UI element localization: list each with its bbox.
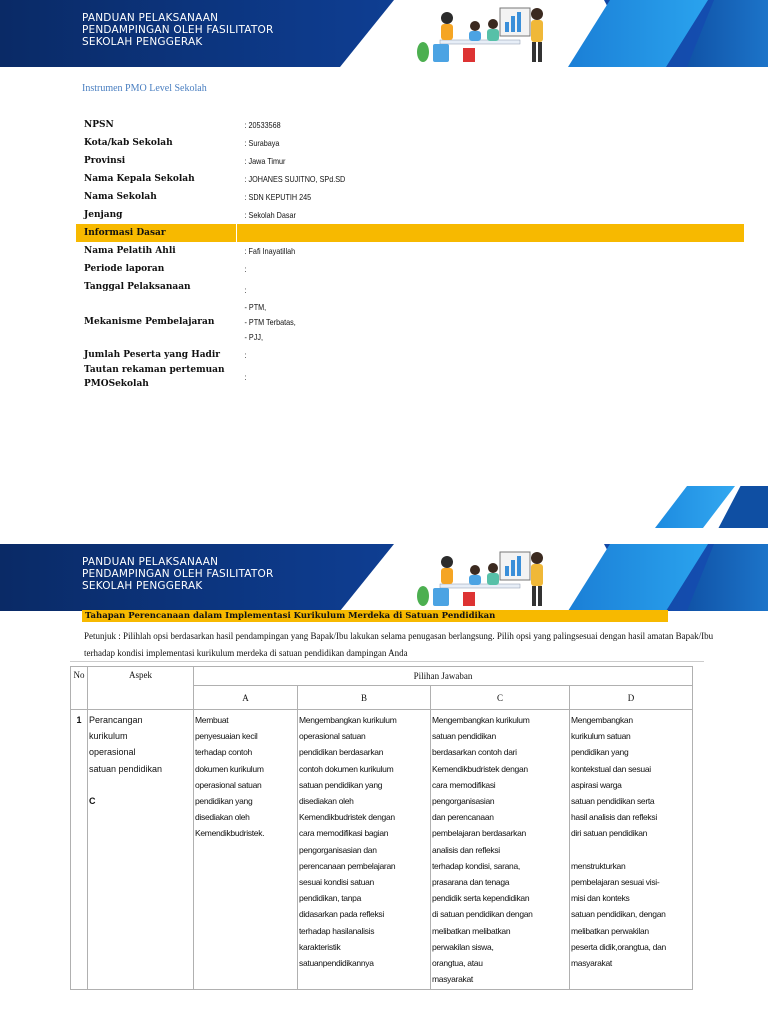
info-label: Provinsi [84,156,126,166]
info-value: : Sekolah Dasar [244,210,296,220]
info-value: : [244,372,247,382]
info-label: NPSN [84,120,114,130]
column-header-a: A [194,686,298,710]
column-header-aspek: Aspek [88,667,194,710]
info-label: Tanggal Pelaksanaan [84,282,191,292]
header-banner-page-2 [0,544,768,611]
info-label: Mekanisme Pembelajaran [84,317,215,327]
info-row-mekanisme [76,296,744,348]
info-label: Periode laporan [84,264,165,274]
instruction-text: Petunjuk : Pilihlah opsi berdasarkan hasil pendampingan yang Bapak/Ibu lakukan selama penugasan berlangsung. Pilih opsi yang palingsesuai dengan hasil amatan Bapak/Ibu terhadap kondisi implementasi kurikulum merdeka di satuan pendidikan dampingan Anda [84,631,714,658]
info-row-jumlah-peserta [76,348,744,362]
team-meeting-illustration [415,4,555,66]
table-row [71,710,693,990]
info-label: Nama Kepala Sekolah [84,174,195,184]
column-header-b: B [298,686,431,710]
column-header-c: C [431,686,570,710]
info-row-nama-sekolah [76,188,744,206]
school-info-table [76,116,744,392]
info-value: : [244,285,247,295]
option-a-text: Membuat penyesuaian kecil terhadap contoh dokumen kurikulum operasional satuan pendidikan yang disediakan oleh Kemendikbudristek. [195,715,265,839]
info-value: : Surabaya [244,138,280,148]
option-b-cell [298,710,431,990]
info-label: Tautan rekaman pertemuan PMOSekolah [84,365,225,389]
info-row-tautan [76,362,744,392]
selected-option: C [89,795,96,806]
table-header-row [71,667,693,686]
section-header-label: Informasi Dasar [84,228,166,238]
info-label: Nama Sekolah [84,192,157,202]
divider [70,661,704,662]
row-number: 1 [71,710,88,990]
aspek-text: Perancangan kurikulum operasional satuan pendidikan [89,715,163,774]
info-value: : 20533568 [244,120,281,130]
option-a-cell [194,710,298,990]
info-value: : Jawa Timur [244,156,286,166]
info-value: : SDN KEPUTIH 245 [244,192,312,202]
info-row-kepala-sekolah [76,170,744,188]
info-value: : Fafi Inayatillah [244,246,296,256]
option-c-text: Mengembangkan kurikulum satuan pendidikan berdasarkan contoh dari Kemendikbudristek dengan cara memodifikasi pengorganisasian dan perencanaan pembelajaran berdasarkan analisis dan refleksi terhadap kondisi, sarana, prasarana dan tenaga pendidik serta kependidikan di satuan pendidikan dengan melibatkan melibatkan perwakilan siswa, orangtua, atau masyarakat [432,715,533,985]
info-value-list: - PTM, - PTM Terbatas, - PJJ, [244,301,296,342]
option-c-cell [431,710,570,990]
section-title: Tahapan Perencanaan dalam Implementasi Kurikulum Merdeka di Satuan Pendidikan [82,610,668,622]
option-d-text: Mengembangkan kurikulum satuan pendidikan yang kontekstual dan sesuai aspirasi warga satuan pendidikan serta hasil analisis dan refleksi diri satuan pendidikan menstrukturkan pembelajaran sesuai visi- misi dan konteks satuan pendidikan, dengan melibatkan perwakilan peserta didik,orangtua, dan masyarakat [571,715,666,969]
header-banner [0,0,768,67]
info-label: Kota/kab Sekolah [84,138,173,148]
info-row-provinsi [76,152,744,170]
info-row-tanggal [76,278,744,296]
assessment-table [70,666,693,990]
info-row-jenjang [76,206,744,224]
info-row-periode [76,260,744,278]
info-row-pelatih-ahli [76,242,744,260]
info-section-header [76,224,744,242]
banner-title: PANDUAN PELAKSANAAN PENDAMPINGAN OLEH FASILITATOR SEKOLAH PENGGERAK [82,556,274,592]
info-label: Jumlah Peserta yang Hadir [84,350,220,360]
document-label: Instrumen PMO Level Sekolah [82,83,207,94]
info-label: Jenjang [84,210,123,220]
info-row-npsn [76,116,744,134]
aspek-cell [88,710,194,990]
column-header-no: No [71,667,88,710]
page-corner-decoration [655,486,768,528]
info-value: : [244,350,247,360]
info-value: : JOHANES SUJITNO, SPd.SD [244,174,346,184]
column-header-pilihan: Pilihan Jawaban [194,667,693,686]
banner-title: PANDUAN PELAKSANAAN PENDAMPINGAN OLEH FASILITATOR SEKOLAH PENGGERAK [82,12,274,48]
info-value: : [244,264,247,274]
column-header-d: D [570,686,693,710]
option-d-cell [570,710,693,990]
info-row-kota [76,134,744,152]
option-b-text: Mengembangkan kurikulum operasional satuan pendidikan berdasarkan contoh dokumen kurikulum satuan pendidikan yang disediakan oleh Kemendikbudristek dengan cara memodifikasi bagian pengorganisasian dan perencanaan pembelajaran sesuai kondisi satuan pendidikan, tanpa didasarkan pada refleksi terhadap hasilanalisis karakteristik satuanpendidikannya [299,715,397,969]
team-meeting-illustration [415,548,555,610]
info-label: Nama Pelatih Ahli [84,246,176,256]
